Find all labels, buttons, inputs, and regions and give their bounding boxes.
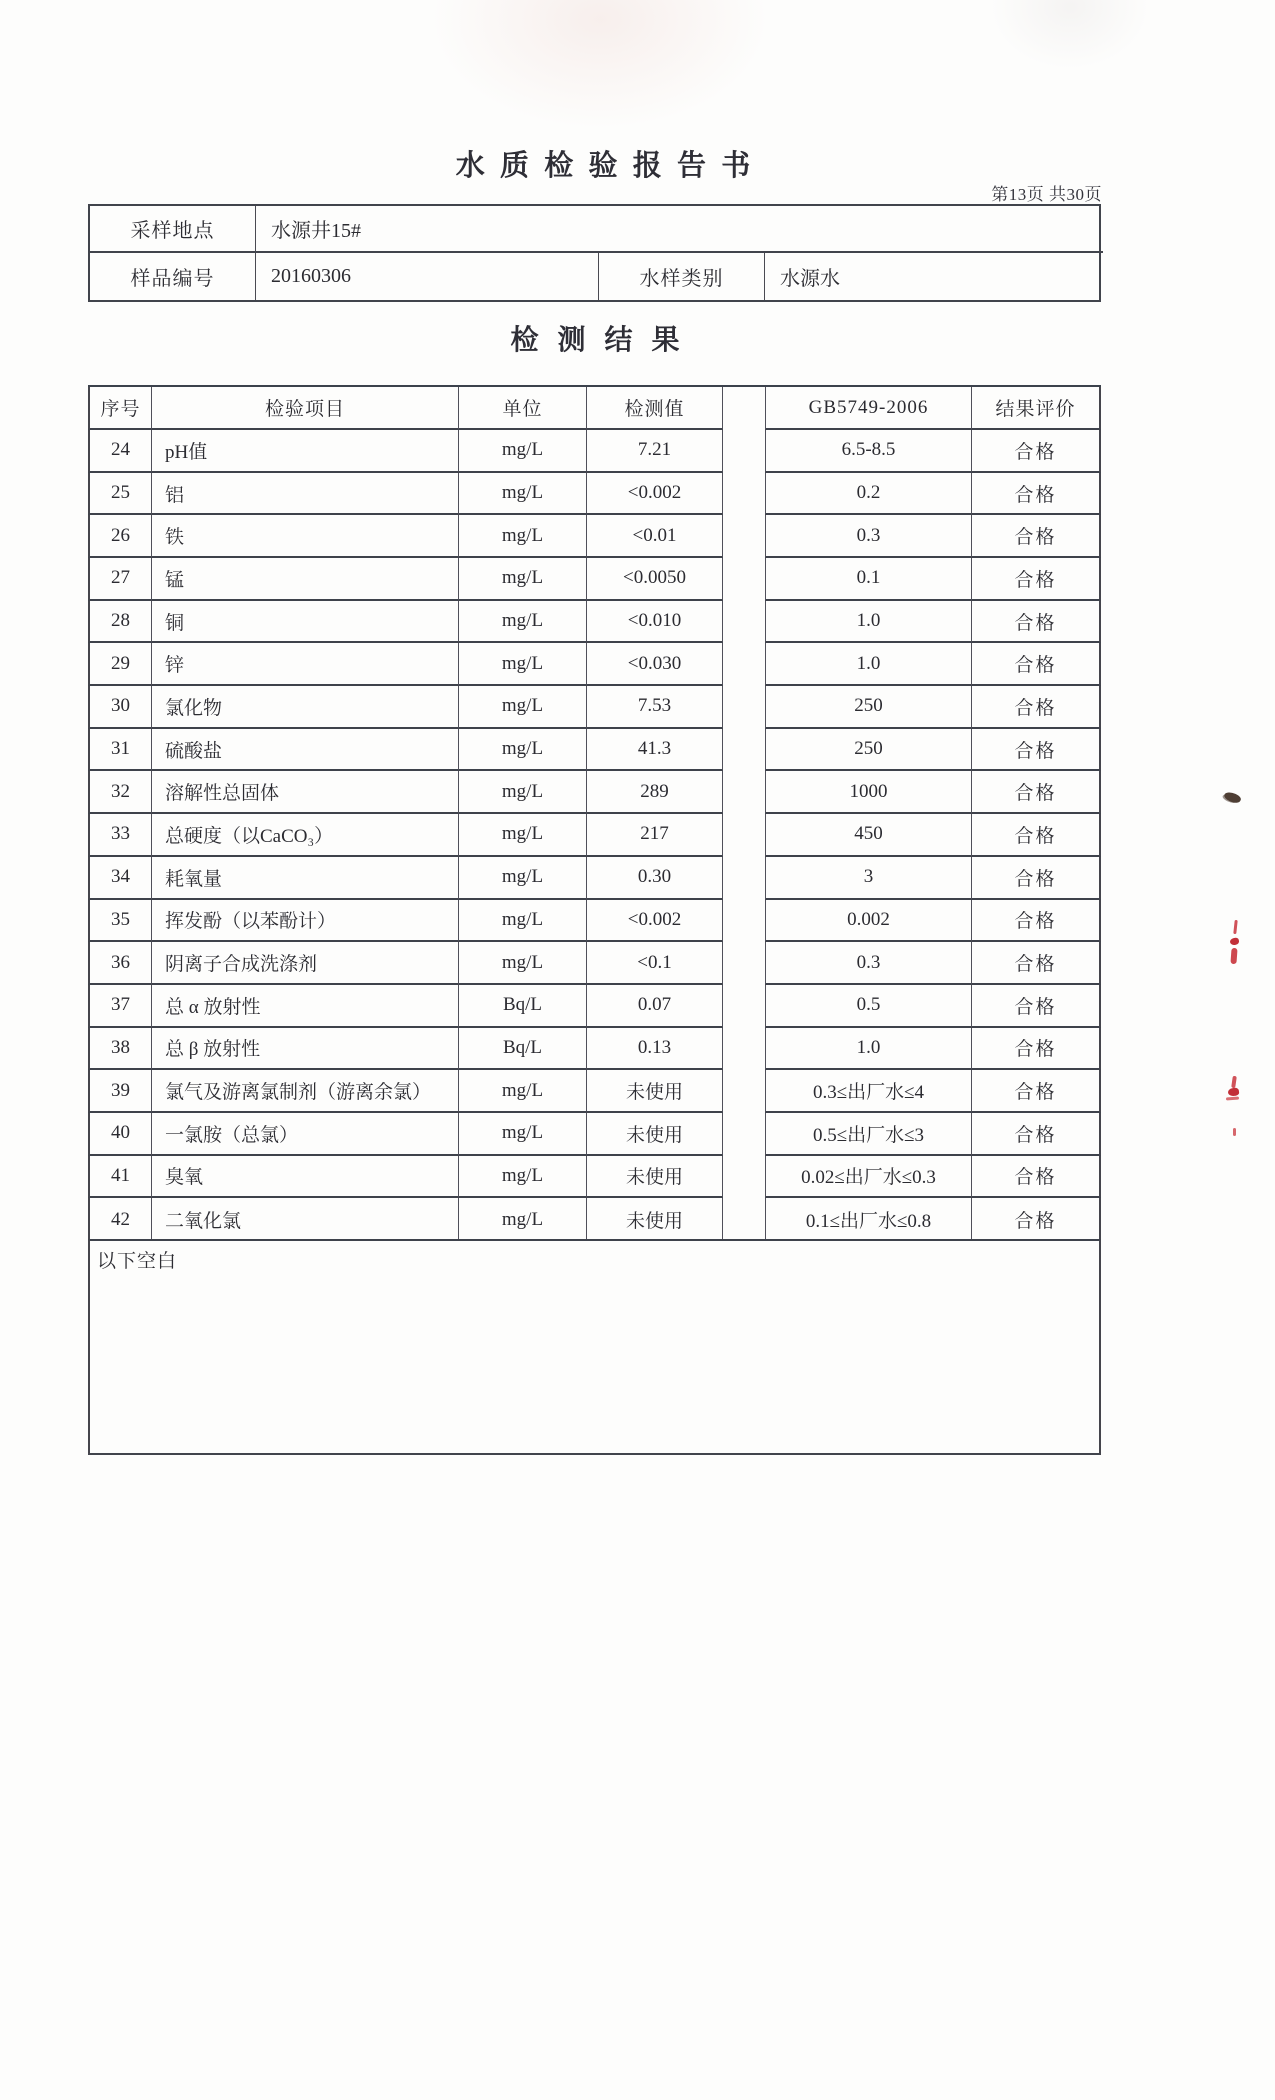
cell-no: 33 xyxy=(88,814,152,857)
cell-item: 溶解性总固体 xyxy=(152,771,459,814)
cell-evaluation: 合格 xyxy=(972,814,1101,857)
cell-no: 37 xyxy=(88,985,152,1028)
cell-standard: 3 xyxy=(765,857,972,900)
cell-evaluation: 合格 xyxy=(972,430,1101,473)
cell-item: 锰 xyxy=(152,558,459,601)
cell-value: 0.13 xyxy=(587,1028,723,1071)
cell-standard: 450 xyxy=(765,814,972,857)
cell-unit: mg/L xyxy=(459,900,587,943)
column-gap xyxy=(723,1028,765,1071)
cell-evaluation: 合格 xyxy=(972,985,1101,1028)
cell-value: 未使用 xyxy=(587,1113,723,1156)
column-gap xyxy=(723,771,765,814)
cell-standard: 0.5≤出厂水≤3 xyxy=(765,1113,972,1156)
cell-standard: 0.2 xyxy=(765,473,972,516)
cell-evaluation: 合格 xyxy=(972,515,1101,558)
cell-unit: mg/L xyxy=(459,430,587,473)
column-gap xyxy=(723,473,765,516)
cell-evaluation: 合格 xyxy=(972,1198,1101,1241)
cell-evaluation: 合格 xyxy=(972,473,1101,516)
cell-standard: 1.0 xyxy=(765,601,972,644)
cell-item: 铜 xyxy=(152,601,459,644)
column-gap xyxy=(723,1198,765,1241)
column-gap xyxy=(723,515,765,558)
cell-evaluation: 合格 xyxy=(972,1028,1101,1071)
cell-evaluation: 合格 xyxy=(972,601,1101,644)
column-gap xyxy=(723,643,765,686)
sample-info-table xyxy=(88,204,1101,302)
header-cell-item: 检验项目 xyxy=(152,387,459,430)
cell-item: pH值 xyxy=(152,430,459,473)
cell-unit: mg/L xyxy=(459,942,587,985)
cell-value: <0.010 xyxy=(587,601,723,644)
cell-unit: mg/L xyxy=(459,814,587,857)
cell-item: 硫酸盐 xyxy=(152,729,459,772)
cell-item: 一氯胺（总氯） xyxy=(152,1113,459,1156)
cell-unit: mg/L xyxy=(459,1156,587,1199)
cell-evaluation: 合格 xyxy=(972,857,1101,900)
cell-item: 臭氧 xyxy=(152,1156,459,1199)
cell-value: 7.53 xyxy=(587,686,723,729)
cell-no: 24 xyxy=(88,430,152,473)
cell-item: 挥发酚（以苯酚计） xyxy=(152,900,459,943)
scan-mark xyxy=(1233,1128,1236,1136)
scan-smudge xyxy=(990,0,1150,70)
cell-no: 38 xyxy=(88,1028,152,1071)
column-gap xyxy=(723,601,765,644)
cell-value: <0.002 xyxy=(587,900,723,943)
sample-number-label: 样品编号 xyxy=(90,253,256,300)
cell-item: 总 β 放射性 xyxy=(152,1028,459,1071)
cell-item: 氯气及游离氯制剂（游离余氯） xyxy=(152,1070,459,1113)
cell-standard: 0.002 xyxy=(765,900,972,943)
cell-standard: 0.5 xyxy=(765,985,972,1028)
cell-evaluation: 合格 xyxy=(972,1113,1101,1156)
header-cell-no: 序号 xyxy=(88,387,152,430)
cell-evaluation: 合格 xyxy=(972,900,1101,943)
cell-value: 未使用 xyxy=(587,1070,723,1113)
cell-unit: mg/L xyxy=(459,1198,587,1241)
report-title: 水 质 检 验 报 告 书 xyxy=(455,150,755,182)
cell-value: <0.030 xyxy=(587,643,723,686)
scan-mark xyxy=(1226,1097,1239,1101)
column-gap xyxy=(723,1070,765,1113)
cell-no: 39 xyxy=(88,1070,152,1113)
cell-item: 铝 xyxy=(152,473,459,516)
column-gap xyxy=(723,857,765,900)
cell-evaluation: 合格 xyxy=(972,729,1101,772)
cell-standard: 0.1≤出厂水≤0.8 xyxy=(765,1198,972,1241)
cell-no: 30 xyxy=(88,686,152,729)
cell-unit: mg/L xyxy=(459,1113,587,1156)
cell-item: 二氧化氯 xyxy=(152,1198,459,1241)
cell-standard: 0.1 xyxy=(765,558,972,601)
cell-unit: Bq/L xyxy=(459,985,587,1028)
header-cell-standard: GB5749-2006 xyxy=(765,387,972,430)
sample-number-value: 20160306 xyxy=(256,253,599,300)
cell-evaluation: 合格 xyxy=(972,686,1101,729)
cell-evaluation: 合格 xyxy=(972,942,1101,985)
cell-value: 7.21 xyxy=(587,430,723,473)
sample-location-value: 水源井15# xyxy=(256,206,1103,253)
cell-unit: mg/L xyxy=(459,558,587,601)
cell-standard: 250 xyxy=(765,729,972,772)
cell-item: 总 α 放射性 xyxy=(152,985,459,1028)
cell-no: 29 xyxy=(88,643,152,686)
column-gap xyxy=(723,1113,765,1156)
results-grid xyxy=(88,385,1101,1241)
cell-no: 28 xyxy=(88,601,152,644)
cell-standard: 0.3 xyxy=(765,942,972,985)
cell-standard: 1.0 xyxy=(765,1028,972,1071)
cell-evaluation: 合格 xyxy=(972,558,1101,601)
water-type-label: 水样类别 xyxy=(599,253,765,300)
cell-evaluation: 合格 xyxy=(972,1070,1101,1113)
cell-unit: Bq/L xyxy=(459,1028,587,1071)
cell-item: 铁 xyxy=(152,515,459,558)
scan-mark xyxy=(1231,1076,1237,1088)
cell-unit: mg/L xyxy=(459,1070,587,1113)
cell-value: <0.0050 xyxy=(587,558,723,601)
section-title: 检 测 结 果 xyxy=(510,325,686,356)
column-gap xyxy=(723,900,765,943)
scan-mark xyxy=(1230,948,1237,964)
cell-value: <0.1 xyxy=(587,942,723,985)
cell-value: 217 xyxy=(587,814,723,857)
cell-evaluation: 合格 xyxy=(972,643,1101,686)
cell-value: <0.002 xyxy=(587,473,723,516)
column-gap xyxy=(723,814,765,857)
cell-value: 0.30 xyxy=(587,857,723,900)
cell-item: 锌 xyxy=(152,643,459,686)
cell-standard: 0.3≤出厂水≤4 xyxy=(765,1070,972,1113)
cell-evaluation: 合格 xyxy=(972,771,1101,814)
cell-no: 35 xyxy=(88,900,152,943)
cell-value: 289 xyxy=(587,771,723,814)
cell-unit: mg/L xyxy=(459,729,587,772)
blank-note: 以下空白 xyxy=(97,1251,178,1272)
scan-mark xyxy=(1229,937,1239,946)
cell-standard: 1000 xyxy=(765,771,972,814)
blank-note-box xyxy=(88,1239,1101,1455)
cell-value: <0.01 xyxy=(587,515,723,558)
cell-standard: 1.0 xyxy=(765,643,972,686)
cell-no: 34 xyxy=(88,857,152,900)
cell-unit: mg/L xyxy=(459,771,587,814)
column-gap xyxy=(723,558,765,601)
cell-unit: mg/L xyxy=(459,857,587,900)
cell-no: 25 xyxy=(88,473,152,516)
column-gap xyxy=(723,729,765,772)
cell-evaluation: 合格 xyxy=(972,1156,1101,1199)
sample-location-label: 采样地点 xyxy=(90,206,256,253)
cell-item: 耗氧量 xyxy=(152,857,459,900)
cell-unit: mg/L xyxy=(459,601,587,644)
column-gap xyxy=(723,430,765,473)
cell-standard: 250 xyxy=(765,686,972,729)
scan-smudge xyxy=(430,0,770,130)
header-cell-value: 检测值 xyxy=(587,387,723,430)
column-gap xyxy=(723,985,765,1028)
cell-unit: mg/L xyxy=(459,643,587,686)
cell-no: 40 xyxy=(88,1113,152,1156)
cell-no: 32 xyxy=(88,771,152,814)
cell-no: 41 xyxy=(88,1156,152,1199)
column-gap xyxy=(723,686,765,729)
page-number: 第13页 共30页 xyxy=(991,185,1102,204)
cell-item: 阴离子合成洗涤剂 xyxy=(152,942,459,985)
scan-mark xyxy=(1227,1087,1239,1096)
cell-unit: mg/L xyxy=(459,515,587,558)
cell-value: 未使用 xyxy=(587,1156,723,1199)
cell-no: 26 xyxy=(88,515,152,558)
header-cell-evaluation: 结果评价 xyxy=(972,387,1101,430)
cell-value: 41.3 xyxy=(587,729,723,772)
cell-unit: mg/L xyxy=(459,686,587,729)
scan-mark xyxy=(1223,790,1242,805)
cell-no: 42 xyxy=(88,1198,152,1241)
water-type-value: 水源水 xyxy=(780,268,840,290)
scan-mark xyxy=(1233,920,1237,934)
cell-standard: 0.02≤出厂水≤0.3 xyxy=(765,1156,972,1199)
cell-standard: 0.3 xyxy=(765,515,972,558)
cell-no: 36 xyxy=(88,942,152,985)
column-gap xyxy=(723,387,765,430)
header-cell-unit: 单位 xyxy=(459,387,587,430)
cell-item: 氯化物 xyxy=(152,686,459,729)
column-gap xyxy=(723,1156,765,1199)
cell-unit: mg/L xyxy=(459,473,587,516)
cell-value: 未使用 xyxy=(587,1198,723,1241)
cell-no: 31 xyxy=(88,729,152,772)
column-gap xyxy=(723,942,765,985)
cell-standard: 6.5-8.5 xyxy=(765,430,972,473)
cell-value: 0.07 xyxy=(587,985,723,1028)
cell-no: 27 xyxy=(88,558,152,601)
cell-item: 总硬度（以CaCO₃） xyxy=(152,814,459,857)
